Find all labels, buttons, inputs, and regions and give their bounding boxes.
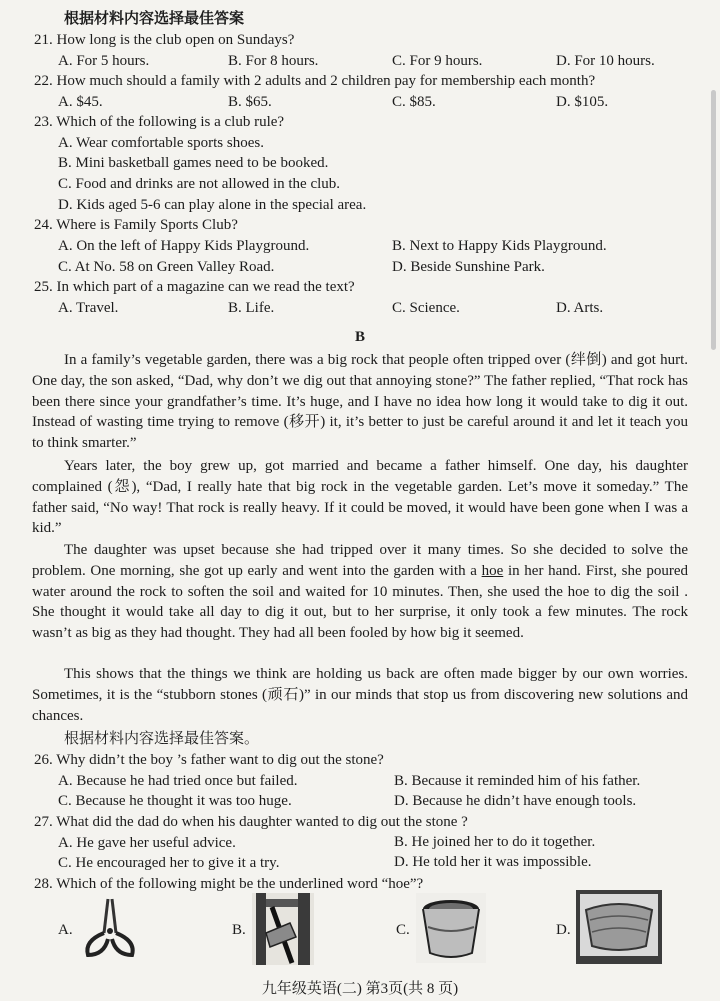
q22-option-c: C. $85. — [392, 94, 436, 110]
q26-option-b: B. Because it reminded him of his father. — [394, 773, 641, 789]
q27-option-c: C. He encouraged her to give it a try. — [58, 855, 280, 871]
section-a-instruction: 根据材料内容选择最佳答案 — [64, 11, 245, 27]
passage-paragraph-3: The daughter was upset because she had tripped over it many times. So she decided to solve the problem. One morning, she got up early and went into the garden with a hoe in her hand. First, she poured water around the rock to soften the soil and waited for 10 minutes. Then, she used the hoe to dig the soil . She thought it would take all day to dig it out, but to her surprise, it only took a few minutes. The rock wasn’t as big as they had thought. They had all been fooled by how big it seemed. — [32, 542, 689, 642]
q28-option-d-label: D. — [556, 922, 571, 938]
q28-option-b-label: B. — [232, 922, 246, 938]
q24-option-b: B. Next to Happy Kids Playground. — [392, 238, 607, 254]
q28-option-c-label: C. — [396, 922, 410, 938]
bucket-picture — [416, 893, 486, 963]
q21-option-c: C. For 9 hours. — [392, 53, 483, 69]
question-22: 22. How much should a family with 2 adults and 2 children pay for membership each month? — [34, 73, 596, 89]
q27-option-b: B. He joined her to do it together. — [394, 834, 596, 850]
section-b-instruction: 根据材料内容选择最佳答案。 — [64, 731, 260, 747]
q21-option-b: B. For 8 hours. — [228, 53, 319, 69]
q26-option-c: C. Because he thought it was too huge. — [58, 793, 292, 809]
q23-option-a: A. Wear comfortable sports shoes. — [58, 135, 264, 151]
passage-paragraph-1: In a family’s vegetable garden, there was a big rock that people often tripped over (绊倒) and got hurt. One day, the son asked, “Dad, why don’t we dig out that annoying stone?” The father replied, “That rock has been there since your grandfather’s time. It’s huge, and I have no idea how long it would take to dig it out. Instead of wasting time trying to remove (移开) it, it’s better to just be careful around it and let it teach you to think smarter.” — [32, 352, 688, 452]
question-21: 21. How long is the club open on Sundays? — [34, 32, 295, 48]
q25-option-a: A. Travel. — [58, 300, 119, 316]
q25-option-d: D. Arts. — [556, 300, 604, 316]
q22-option-d: D. $105. — [556, 94, 609, 110]
question-23: 23. Which of the following is a club rule? — [34, 114, 285, 130]
page-footer: 九年级英语(二) 第3页(共 8 页) — [261, 981, 459, 997]
q22-option-b: B. $65. — [228, 94, 272, 110]
q23-option-b: B. Mini basketball games need to be booked. — [58, 155, 329, 171]
q24-option-d: D. Beside Sunshine Park. — [392, 259, 545, 275]
scissors-tool-picture — [78, 895, 142, 961]
question-28: 28. Which of the following might be the underlined word “hoe”? — [34, 876, 424, 892]
q23-option-c: C. Food and drinks are not allowed in the club. — [58, 176, 341, 192]
q21-option-a: A. For 5 hours. — [58, 53, 150, 69]
q28-option-a-label: A. — [58, 922, 73, 938]
q27-option-d: D. He told her it was impossible. — [394, 854, 592, 870]
passage-paragraph-2: Years later, the boy grew up, got married and became a father himself. One day, his daughter complained (怨), “Dad, I really hate that big rock in the vegetable garden. Let’s move it someday.” The father said, “No way! That rock is really heavy. If it could be moved, it would have been gone when I was a kid.” — [32, 458, 688, 537]
section-b-title: B — [354, 329, 365, 345]
q22-option-a: A. $45. — [58, 94, 103, 110]
q24-option-c: C. At No. 58 on Green Valley Road. — [58, 259, 275, 275]
q26-option-d: D. Because he didn’t have enough tools. — [394, 793, 637, 809]
q23-option-d: D. Kids aged 5-6 can play alone in the special area. — [58, 197, 367, 213]
q21-option-d: D. For 10 hours. — [556, 53, 655, 69]
question-25: 25. In which part of a magazine can we read the text? — [34, 279, 355, 295]
basket-picture — [576, 890, 662, 964]
underlined-word-hoe: hoe — [481, 562, 504, 579]
q25-option-c: C. Science. — [392, 300, 460, 316]
q27-option-a: A. He gave her useful advice. — [58, 835, 236, 851]
q24-option-a: A. On the left of Happy Kids Playground. — [58, 238, 310, 254]
passage-paragraph-4: This shows that the things we think are holding us back are often made bigger by our own worries. Sometimes, it is the “stubborn stones (顽石)” in our minds that stop us from discovering new solutions and chances. — [32, 666, 688, 724]
scrollbar[interactable] — [711, 90, 716, 350]
question-27: 27. What did the dad do when his daughter wanted to dig out the stone ? — [34, 814, 468, 830]
q25-option-b: B. Life. — [228, 300, 275, 316]
hoe-tool-picture — [252, 893, 314, 965]
q26-option-a: A. Because he had tried once but failed. — [58, 773, 298, 789]
question-26: 26. Why didn’t the boy ’s father want to dig out the stone? — [34, 752, 384, 768]
question-24: 24. Where is Family Sports Club? — [34, 217, 238, 233]
